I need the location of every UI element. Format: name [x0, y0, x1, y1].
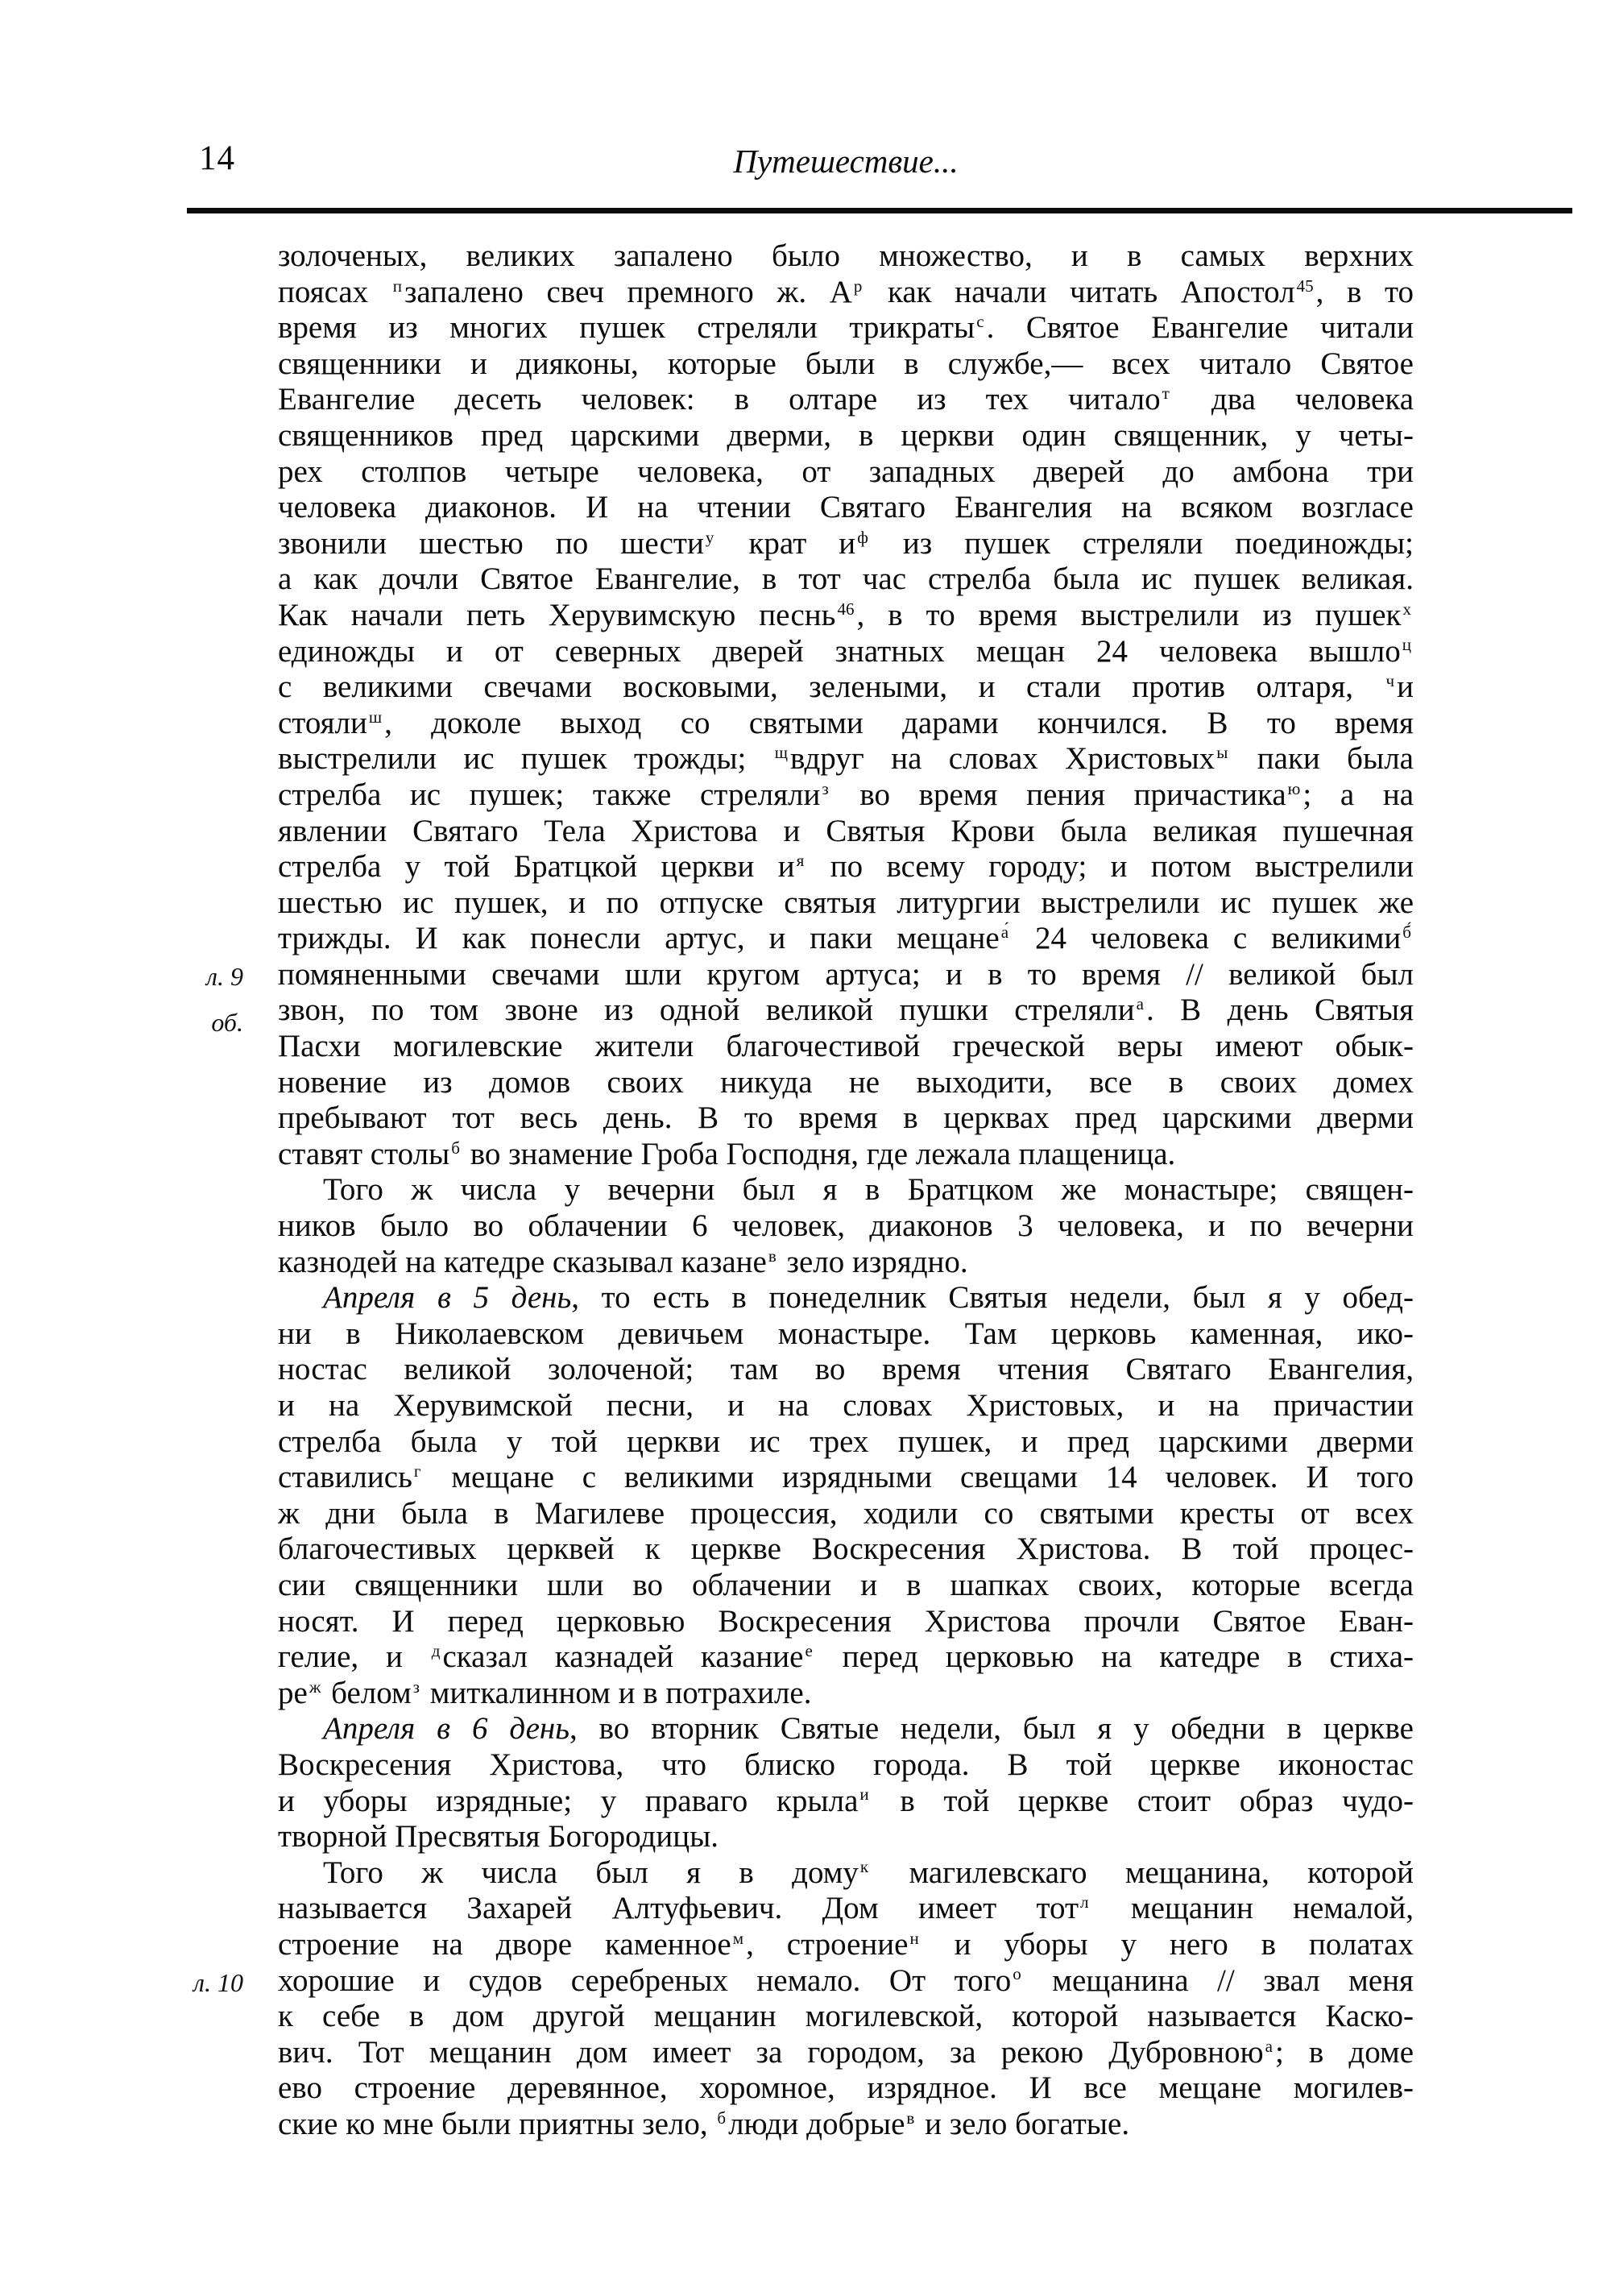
variant-note-mark: ц — [1402, 635, 1411, 655]
folio-margin-note: л. 9 об. — [206, 962, 243, 1037]
text-line: помяненными свечами шли кругом артуса; и в то время // великой был — [278, 956, 1414, 992]
text-line: и уборы изрядные; у праваго крыла$^и$ в той церкве стоит образ чудо- — [278, 1783, 1414, 1818]
variant-note-mark: з — [412, 1676, 420, 1697]
variant-note-mark: 45 — [1296, 276, 1314, 296]
variant-note-mark: щ — [774, 743, 789, 763]
text-line: человека диаконов. И на чтении Святаго Евангелия на всяком возгласе — [278, 490, 1414, 525]
text-line: сии священники шли во облачении и в шапках своих, которые всегда — [278, 1567, 1414, 1602]
text-line: ево строение деревянное, хоромное, изрядное. И все мещане могилев- — [278, 2070, 1414, 2106]
text-line: стояли$^ш$, доколе выход со святыми дарами кончился. В то время — [278, 705, 1414, 740]
text-line: казнодей на катедре сказывал казане$^в$ зело изрядно. — [278, 1244, 968, 1279]
variant-note-mark: а — [1265, 2036, 1273, 2056]
variant-note-mark: н — [909, 1928, 919, 1948]
variant-note-mark: х — [1402, 599, 1411, 619]
page-number: 14 — [199, 139, 235, 177]
variant-note-mark: ш — [368, 707, 383, 727]
text-line: явлении Святаго Тела Христова и Святыя Крови была великая пушечная — [278, 813, 1414, 848]
text-line: с великими свечами восковыми, зелеными, и стали против олтаря, $^ч$и — [278, 669, 1414, 705]
variant-note-mark: и — [859, 1784, 869, 1805]
variant-note-mark: ф — [857, 527, 868, 547]
text-line: ские ко мне были приятны зело, $^б$люди добрые$^в$ и зело богатые. — [278, 2106, 1130, 2141]
text-line: ставились$^г$ мещане с великими изрядными свещами 14 человек. И того — [278, 1460, 1414, 1495]
variant-note-mark: б — [451, 1138, 460, 1158]
paragraph — [278, 238, 1414, 1172]
variant-note-mark: о — [1013, 1964, 1021, 1984]
header-rule — [187, 208, 1572, 213]
variant-note-mark: 46 — [837, 599, 855, 619]
variant-note-mark: у — [705, 527, 714, 547]
text-line: Апреля в 5 день, то есть в понеделник Святыя недели, был я у обед- — [323, 1280, 1414, 1316]
text-line: благочестивых церквей к церкве Воскресения Христова. В той процес- — [278, 1531, 1414, 1567]
variant-note-mark: я — [796, 851, 805, 871]
text-line: Апреля в 6 день, во вторник Святые недели, был я у обедни в церкве — [323, 1711, 1414, 1747]
text-line: $ре^ж$ белом$^з$ миткалинном и в потрахиле. — [278, 1675, 812, 1710]
text-line: звонили шестью по шести$^у$ крат $и^ф$ из пушек стреляли поединожды; — [278, 525, 1414, 561]
date-heading: Апреля в 5 день — [323, 1280, 572, 1316]
text-line: трижды. И как понесли артус, и паки мещане$^{а́}$ 24 человека с великими$^{б́}$ — [278, 921, 1411, 956]
text-line: Как начали петь Херувимскую песнь$^{46}$, в то время выстрелили из пушек$^х$ — [278, 597, 1411, 632]
text-line: Того ж числа был я в дому$^к$ магилевскаго мещанина, которой — [323, 1855, 1414, 1890]
variant-note-mark: з — [822, 778, 829, 798]
text-line: Того ж числа у вечерни был я в Братцком же монастыре; священ- — [323, 1172, 1414, 1208]
variant-note-mark: т — [1162, 383, 1170, 404]
text-line: пребывают тот весь день. В то время в церквах пред царскими дверми — [278, 1100, 1414, 1136]
text-line: ников было во облачении 6 человек, диаконов 3 человека, и по вечерни — [278, 1208, 1414, 1244]
text-line: а как дочли Святое Евангелие, в тот час стрелба была ис пушек великая. — [278, 562, 1414, 597]
text-line: хорошие и судов серебреных немало. От того$^о$ мещанина // звал меня — [278, 1962, 1414, 1998]
variant-note-mark: г — [413, 1461, 421, 1482]
text-line: ни в Николаевском девичьем монастыре. Там церковь каменная, ико- — [278, 1316, 1414, 1351]
text-line: шестью ис пушек, и по отпуске святыя литургии выстрелили ис пушек же — [278, 885, 1414, 920]
text-line: Воскресения Христова, что блиско города. В той церкве иконостас — [278, 1747, 1414, 1782]
text-line: выстрелили ис пушек трожды; $^щ$вдруг на словах Христовых$^ы$ паки была — [278, 741, 1414, 777]
text-line: ставят столы$^б$ во знамение Гроба Господня, где лежала плащеница. — [278, 1136, 1176, 1171]
running-title: Путешествие... — [733, 143, 959, 180]
variant-note-mark: п — [392, 276, 403, 296]
variant-note-mark: е — [805, 1641, 813, 1661]
text-line: стрелба у той Братцкой церкви $и^я$ по всему городу; и потом выстрелили — [278, 849, 1414, 885]
text-line: священники и дияконы, которые были в службе,— всех читало Святое — [278, 346, 1414, 381]
variant-note-mark: с — [976, 312, 984, 332]
variant-note-mark: а́ — [1000, 922, 1009, 943]
text-line: рех столпов четыре человека, от западных дверей до амбона три — [278, 454, 1414, 489]
text-line: единожды и от северных дверей знатных мещан 24 человека вышло$^ц$ — [278, 633, 1411, 669]
text-line: творной Пресвятыя Богородицы. — [278, 1819, 719, 1855]
variant-note-mark: к — [859, 1856, 869, 1876]
text-line: новение из домов своих никуда не выходити, все в своих домех — [278, 1064, 1414, 1100]
text-line: время из многих пушек стреляли трикраты$^с$. Святое Евангелие читали — [278, 310, 1414, 346]
variant-note-mark: ч — [1385, 671, 1395, 691]
text-line: звон, по том звоне из одной великой пушки стреляли$^а$. В день Святыя — [278, 993, 1414, 1028]
variant-note-mark: ж — [309, 1676, 321, 1697]
text-line: Евангелие десеть человек: в олтаре из тех читало$^т$ два человека — [278, 382, 1414, 417]
text-line: поясах $^п$запалено свеч премного ж. $А^р$ как начали читать Апостол$^{45}$, в то — [278, 274, 1414, 309]
variant-note-mark: м — [732, 1928, 744, 1948]
text-line: называется Захарей Алтуфьевич. Дом имеет тот$^л$ мещанин немалой, — [278, 1891, 1414, 1926]
text-line: стрелба была у той церкви ис трех пушек, и пред царскими дверми — [278, 1424, 1414, 1459]
variant-note-mark: ю — [1287, 778, 1301, 798]
variant-note-mark: в — [768, 1245, 777, 1266]
text-line: ностас великой золоченой; там во время чтения Святаго Евангелия, — [278, 1352, 1414, 1387]
variant-note-mark: д — [431, 1641, 441, 1661]
variant-note-mark: р — [853, 276, 863, 296]
variant-note-mark: ы — [1216, 743, 1228, 763]
date-heading: Апреля в 6 день — [323, 1711, 570, 1747]
text-line: золоченых, великих запалено было множество, и в самых верхних — [278, 238, 1414, 273]
text-line: к себе в дом другой мещанин могилевской, которой называется Каско- — [278, 1999, 1414, 2034]
text-line: ж дни была в Магилеве процессия, ходили со святыми кресты от всех — [278, 1495, 1414, 1531]
variant-note-mark: б́ — [1402, 922, 1411, 943]
text-line: и на Херувимской песни, и на словах Христовых, и на причастии — [278, 1388, 1414, 1423]
variant-note-mark: а — [1136, 994, 1144, 1014]
paragraph — [278, 1172, 1414, 1280]
text-line: носят. И перед церковью Воскресения Христова прочли Святое Еван- — [278, 1603, 1414, 1639]
variant-note-mark: л — [1080, 1892, 1089, 1913]
text-line: гелие, и $^д$сказал казнадей казание$^е$ перед церковью на катедре в стиха- — [278, 1639, 1414, 1675]
variant-note-mark: б — [717, 2107, 727, 2128]
paragraph — [278, 1280, 1414, 1711]
text-line: Пасхи могилевские жители благочестивой греческой веры имеют обык- — [278, 1029, 1414, 1064]
text-line: священников пред царскими дверми, в церкви один священник, у четы- — [278, 417, 1414, 453]
variant-note-mark: в — [906, 2107, 915, 2128]
paragraph — [278, 1711, 1414, 1855]
text-line: стрелба ис пушек; также стреляли$^з$ во время пения причастика$^ю$; а на — [278, 777, 1414, 812]
text-line: строение на дворе каменное$^м$, строение$^н$ и уборы у него в полатах — [278, 1926, 1414, 1962]
body-text — [278, 238, 1414, 2142]
text-line: вич. Тот мещанин дом имеет за городом, за рекою Дубровною$^а$; в доме — [278, 2034, 1414, 2070]
folio-margin-note: л. 10 — [193, 1967, 243, 1997]
paragraph — [278, 1855, 1414, 2143]
